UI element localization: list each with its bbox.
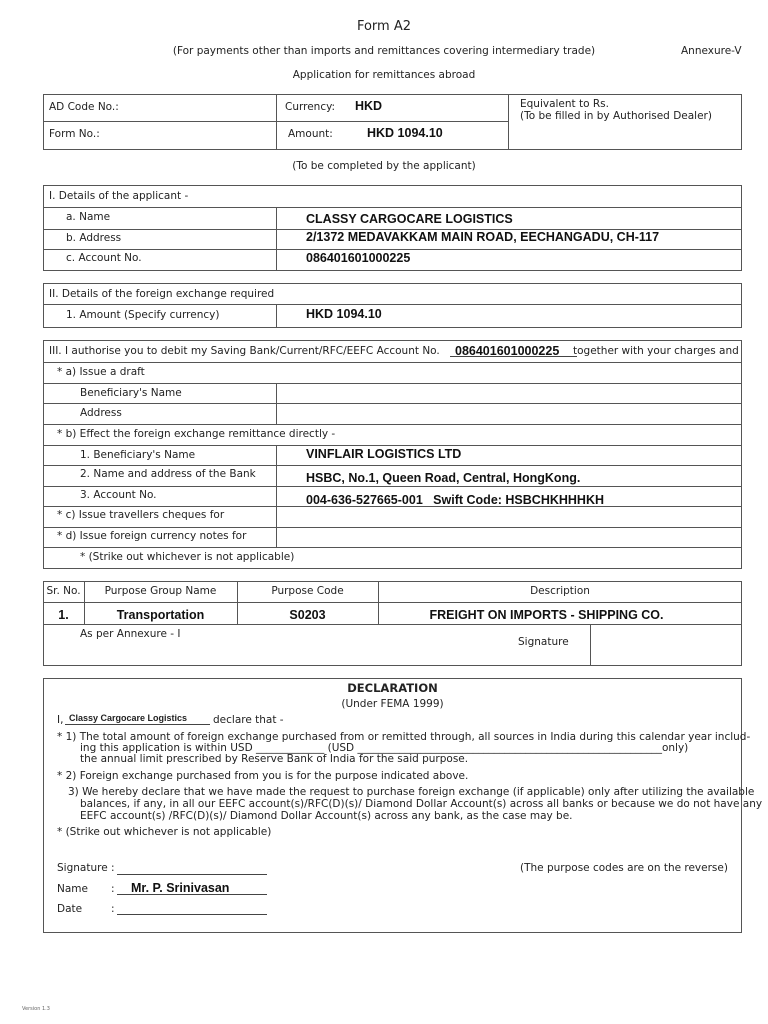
purpose-codes-note: (The purpose codes are on the reverse)	[520, 862, 728, 874]
currency-label: Currency:	[285, 101, 336, 113]
bank-name-value[interactable]: HSBC, No.1, Queen Road, Central, HongKong.	[306, 471, 581, 485]
account-no-label: 3. Account No.	[80, 489, 157, 501]
applicant-address-label: b. Address	[66, 232, 122, 244]
declare-suffix: declare that -	[213, 714, 284, 726]
equivalent-note: (To be filled in by Authorised Dealer)	[520, 110, 712, 122]
currency-value[interactable]: HKD	[355, 99, 383, 113]
applicant-note: (To be completed by the applicant)	[292, 160, 476, 172]
strike-out-note: * (Strike out whichever is not applicable)	[80, 551, 295, 563]
purpose-signature-label: Signature	[518, 636, 569, 648]
header-sr-no: Sr. No.	[46, 585, 81, 597]
forex-amount-value[interactable]: HKD 1094.10	[306, 307, 382, 321]
declaration-point-2: * 2) Foreign exchange purchased from you is for the purpose indicated above.	[57, 770, 469, 782]
applicant-address-value[interactable]: 2/1372 MEDAVAKKAM MAIN ROAD, EECHANGADU, CH-117	[306, 230, 660, 244]
declaration-point-1a: * 1) The total amount of foreign exchange purchased from or remitted through, all sources in India during this calendar year includ-	[57, 731, 751, 743]
applicant-name-label: a. Name	[66, 211, 111, 223]
form-subtitle: (For payments other than imports and remittances covering intermediary trade)	[172, 45, 596, 57]
beneficiary-name-value[interactable]: VINFLAIR LOGISTICS LTD	[306, 447, 462, 461]
debit-account-value[interactable]: 086401601000225	[455, 344, 560, 358]
account-no-value[interactable]: 004-636-527665-001 Swift Code: HSBCHKHHHKH	[306, 493, 605, 507]
currency-notes-label: * d) Issue foreign currency notes for	[57, 530, 247, 542]
form-title: Form A2	[356, 19, 412, 34]
declaration-point-3c: EEFC account(s) /RFC(D)(s)/ Diamond Dollar Account(s) across any bank, as the case may be.	[80, 810, 573, 822]
section3-heading	[49, 345, 440, 357]
draft-beneficiary-label: Beneficiary's Name	[80, 387, 182, 399]
form-no-label: Form No.:	[49, 128, 100, 140]
equivalent-label: Equivalent to Rs.	[520, 98, 609, 110]
applicant-name-value[interactable]: CLASSY CARGOCARE LOGISTICS	[306, 212, 513, 226]
declaration-subtitle: (Under FEMA 1999)	[341, 698, 444, 710]
amount-value[interactable]: HKD 1094.10	[367, 126, 443, 140]
row-purpose-group[interactable]: Transportation	[116, 608, 205, 622]
section2-heading: II. Details of the foreign exchange required	[49, 288, 275, 300]
header-purpose-code: Purpose Code	[271, 585, 344, 597]
name-colon: :	[111, 883, 115, 895]
row-description[interactable]: FREIGHT ON IMPORTS - SHIPPING CO.	[429, 608, 664, 622]
issue-draft-label: * a) Issue a draft	[57, 366, 145, 378]
date-label: Date	[57, 903, 83, 915]
annexure-note: As per Annexure - I	[80, 628, 181, 640]
applicant-account-label: c. Account No.	[66, 252, 142, 264]
header-purpose-group: Purpose Group Name	[104, 585, 217, 597]
amount-label: Amount:	[288, 128, 333, 140]
row-purpose-code[interactable]: S0203	[289, 608, 326, 622]
date-line[interactable]	[117, 914, 267, 915]
name-label: Name	[57, 883, 88, 895]
beneficiary-name-label: 1. Beneficiary's Name	[80, 449, 196, 461]
signature-label: Signature :	[57, 862, 115, 874]
section3-heading-suffix: together with your charges and	[573, 345, 739, 357]
bank-name-label: 2. Name and address of the Bank	[80, 468, 256, 480]
section1-heading: I. Details of the applicant -	[49, 190, 189, 202]
section3-heading-text: III. I authorise you to debit my Saving Bank/Current/RFC/EEFC Account No.	[49, 345, 440, 357]
top-table	[43, 94, 742, 150]
effect-remittance-label: * b) Effect the foreign exchange remittance directly -	[57, 428, 336, 440]
forex-amount-label: 1. Amount (Specify currency)	[66, 309, 220, 321]
declaration-point-3a: 3) We hereby declare that we have made the request to purchase foreign exchange (if applicable) only after utilizing the available	[68, 786, 755, 798]
row-sr-no: 1.	[58, 608, 69, 622]
travellers-cheques-label: * c) Issue travellers cheques for	[57, 509, 225, 521]
applicant-account-value[interactable]: 086401601000225	[306, 251, 411, 265]
declarant-name[interactable]: Classy Cargocare Logistics	[69, 713, 188, 723]
declaration-title: DECLARATION	[347, 681, 438, 695]
declaration-strike-note: * (Strike out whichever is not applicable)	[57, 826, 272, 838]
header-description: Description	[530, 585, 590, 597]
declarant-prefix: I,	[57, 714, 64, 726]
declaration-point-3b: balances, if any, in all our EEFC account(s)/RFC(D)(s)/ Diamond Dollar Account(s) across all banks or because we do not have any	[80, 798, 763, 810]
ad-code-label: AD Code No.:	[49, 101, 119, 113]
annexure-label: Annexure-V	[681, 45, 742, 57]
declaration-point-1c: the annual limit prescribed by Reserve Bank of India for the said purpose.	[80, 753, 469, 765]
draft-address-label: Address	[80, 407, 122, 419]
date-colon: :	[111, 903, 115, 915]
application-title: Application for remittances abroad	[292, 69, 476, 81]
signature-line[interactable]	[117, 874, 267, 875]
declaration-point-1b: ing this application is within USD _____________ (USD __________________________________________________________only)	[80, 742, 689, 754]
version-label: Version 1.3	[22, 1006, 50, 1012]
signatory-name[interactable]: Mr. P. Srinivasan	[131, 881, 230, 895]
